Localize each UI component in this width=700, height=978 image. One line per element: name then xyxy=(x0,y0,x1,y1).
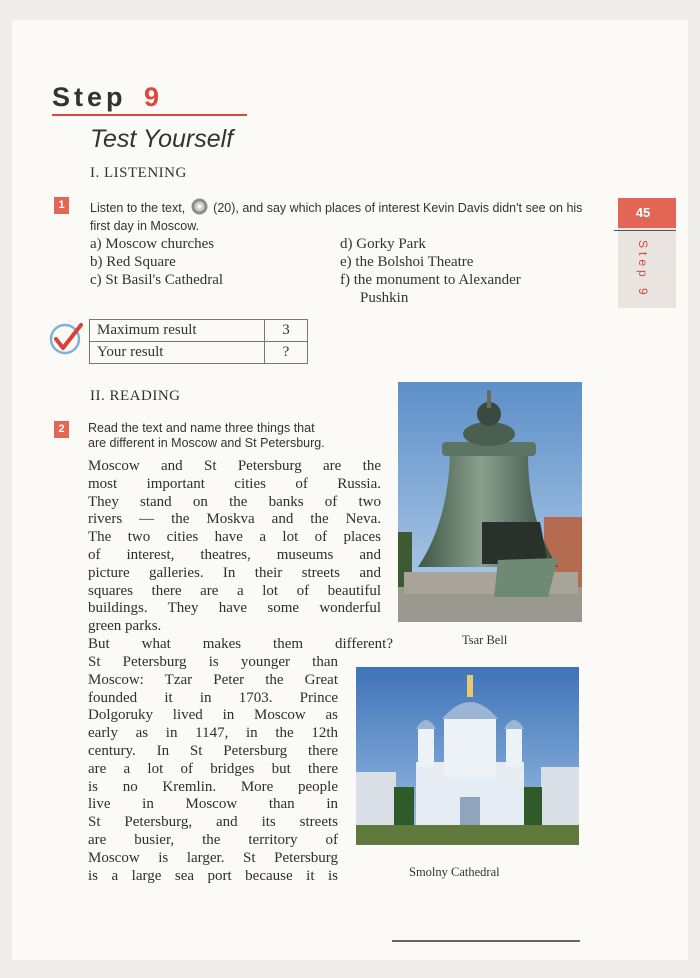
option-c: c) St Basil's Cathedral xyxy=(90,272,224,288)
reading-paragraph-2 xyxy=(88,654,338,885)
tsar-bell-caption: Tsar Bell xyxy=(462,633,508,647)
instruction-text-before: Listen to the text, xyxy=(90,200,186,215)
text-line: of interest, theatres, museums and xyxy=(88,546,381,563)
option-f-continued: Pushkin xyxy=(360,290,409,306)
text-line: picture galleries. In their streets and xyxy=(88,564,381,581)
side-tab-label: Step 9 xyxy=(636,240,650,299)
reading-paragraph-1 xyxy=(88,458,393,654)
reading-heading: II. READING xyxy=(90,388,181,404)
table-row xyxy=(90,320,308,342)
text-line: is no Kremlin. More people xyxy=(88,778,338,795)
result-value: ? xyxy=(265,342,308,364)
text-line: Moscow: Tzar Peter the Great xyxy=(88,671,338,688)
exercise-1-badge: 1 xyxy=(54,197,69,214)
cd-icon[interactable] xyxy=(191,198,208,219)
text-line: Moscow is larger. St Petersburg xyxy=(88,849,338,866)
text-line: rivers — the Moskva and the Neva. xyxy=(88,511,381,528)
step-number: 9 xyxy=(144,82,160,112)
exercise-2-instruction xyxy=(88,421,325,451)
instruction-text-after: and say which places of interest Kevin Davis didn't see on his first day in Moscow. xyxy=(90,200,583,233)
text-line: most important cities of Russia. xyxy=(88,475,381,492)
page-number: 45 xyxy=(635,205,651,220)
smolny-cathedral-caption: Smolny Cathedral xyxy=(409,865,500,879)
page-title: Test Yourself xyxy=(90,125,234,153)
text-line: St Petersburg is younger than xyxy=(88,654,338,670)
smolny-cathedral-photo xyxy=(356,667,579,845)
audio-track-number: (20), xyxy=(213,200,239,215)
text-line: are a lot of bridges but there xyxy=(88,760,338,777)
options-right xyxy=(340,235,521,307)
option-a: a) Moscow churches xyxy=(90,236,215,252)
checkmark-icon xyxy=(48,320,86,363)
text-line: But what makes them different? xyxy=(88,635,393,652)
option-e: e) the Bolshoi Theatre xyxy=(340,254,474,270)
result-value: 3 xyxy=(265,320,308,342)
text-line: The two cities have a lot of places xyxy=(88,529,381,546)
text-line: buildings. They have some wonderful xyxy=(88,600,381,617)
text-line: is a large sea port because it is xyxy=(88,867,338,884)
text-line: early as in 1147, in the 12th xyxy=(88,725,338,742)
text-line: They stand on the banks of two xyxy=(88,493,381,510)
step-underline xyxy=(52,114,247,116)
step-label: Step xyxy=(52,82,127,112)
exercise-1-instruction xyxy=(90,198,585,234)
text-line: are busier, the territory of xyxy=(88,831,338,848)
text-line: live in Moscow than in xyxy=(88,796,338,813)
text-line: century. In St Petersburg there xyxy=(88,742,338,759)
result-table xyxy=(89,319,308,364)
option-d: d) Gorky Park xyxy=(340,236,426,252)
result-label: Maximum result xyxy=(90,320,265,342)
option-f: f) the monument to Alexander xyxy=(340,272,521,288)
result-label: Your result xyxy=(90,342,265,364)
bottom-divider xyxy=(392,940,580,942)
text-line: founded it in 1703. Prince xyxy=(88,689,338,706)
instruction-line-2: are different in Moscow and St Petersburg. xyxy=(88,436,325,450)
text-line: squares there are a lot of beautiful xyxy=(88,582,381,599)
text-line: St Petersburg, and its streets xyxy=(88,814,338,831)
side-tab-line xyxy=(614,230,676,231)
table-row xyxy=(90,342,308,364)
option-b: b) Red Square xyxy=(90,254,176,270)
text-line: Dolgoruky lived in Moscow as xyxy=(88,707,338,724)
text-line: Moscow and St Petersburg are the xyxy=(88,458,381,474)
text-line: green parks. xyxy=(88,618,162,635)
tsar-bell-photo xyxy=(398,382,582,622)
instruction-line-1: Read the text and name three things that xyxy=(88,421,315,435)
options-left xyxy=(90,235,223,289)
listening-heading: I. LISTENING xyxy=(90,165,187,181)
exercise-2-badge: 2 xyxy=(54,421,69,438)
